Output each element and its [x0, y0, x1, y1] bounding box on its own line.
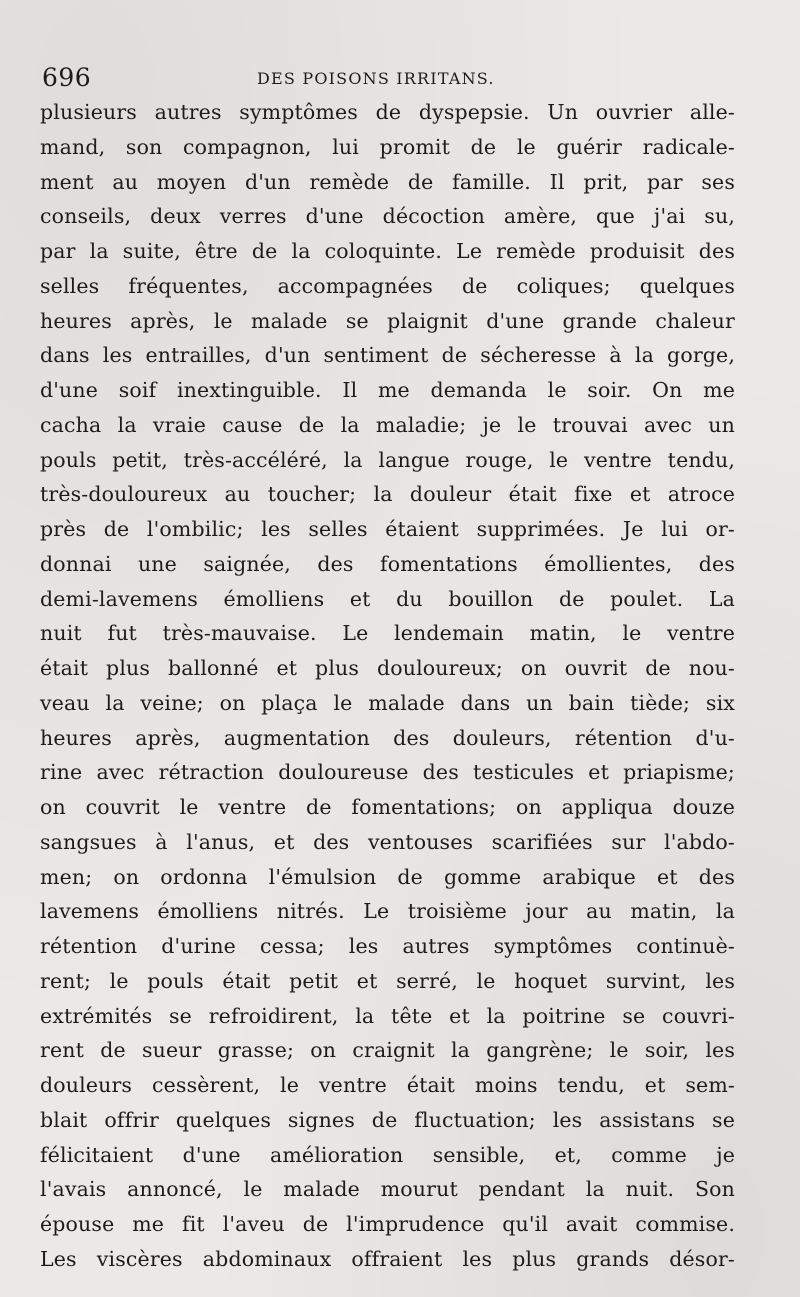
- text-line: lavemens émolliens nitrés. Le troisième jour au matin, la: [40, 899, 735, 924]
- text-line: rent de sueur grasse; on craignit la gangrène; le soir, les: [40, 1038, 735, 1063]
- text-line: blait offrir quelques signes de fluctuation; les assistans se: [40, 1107, 735, 1132]
- text-line: félicitaient d'une amélioration sensible, et, comme je: [40, 1142, 735, 1167]
- running-head: DES POISONS IRRITANS.: [257, 69, 495, 88]
- text-line: rent; le pouls était petit et serré, le hoquet survint, les: [40, 968, 735, 993]
- text-line: donnai une saignée, des fomentations émollientes, des: [40, 551, 735, 576]
- text-line: conseils, deux verres d'une décoction amère, que j'ai su,: [40, 204, 735, 229]
- text-line: heures après, augmentation des douleurs, rétention d'u-: [40, 725, 735, 750]
- text-line: cacha la vraie cause de la maladie; je le trouvai avec un: [40, 412, 735, 437]
- text-line: sangsues à l'anus, et des ventouses scarifiées sur l'abdo-: [40, 829, 735, 854]
- body-text: [40, 95, 735, 1277]
- text-line: men; on ordonna l'émulsion de gomme arabique et des: [40, 864, 735, 889]
- text-line: dans les entrailles, d'un sentiment de sécheresse à la gorge,: [40, 343, 735, 368]
- text-line: on couvrit le ventre de fomentations; on appliqua douze: [40, 795, 735, 819]
- text-line: d'une soif inextinguible. Il me demanda le soir. On me: [40, 378, 735, 402]
- text-line: par la suite, être de la coloquinte. Le remède produisit des: [40, 239, 735, 263]
- text-line: l'avais annoncé, le malade mourut pendant la nuit. Son: [40, 1177, 735, 1202]
- text-line: près de l'ombilic; les selles étaient supprimées. Je lui or-: [40, 517, 735, 541]
- text-line: très-douloureux au toucher; la douleur était fixe et atroce: [40, 482, 735, 507]
- text-line: heures après, le malade se plaignit d'une grande chaleur: [40, 308, 735, 333]
- text-line: mand, son compagnon, lui promit de le guérir radicale-: [40, 134, 735, 159]
- text-line: demi-lavemens émolliens et du bouillon de poulet. La: [40, 586, 735, 611]
- text-line: rétention d'urine cessa; les autres symptômes continuè-: [40, 934, 735, 958]
- page-header: [42, 62, 758, 94]
- text-line: douleurs cessèrent, le ventre était moins tendu, et sem-: [40, 1073, 735, 1097]
- text-line: Les viscères abdominaux offraient les plus grands désor-: [40, 1246, 735, 1271]
- text-line: nuit fut très-mauvaise. Le lendemain matin, le ventre: [40, 621, 735, 646]
- page-number: 696: [42, 63, 92, 92]
- text-line: extrémités se refroidirent, la tête et la poitrine se couvri-: [40, 1003, 735, 1028]
- text-line: rine avec rétraction douloureuse des testicules et priapisme;: [40, 760, 735, 785]
- text-line: était plus ballonné et plus douloureux; on ouvrit de nou-: [40, 656, 735, 680]
- text-line: ment au moyen d'un remède de famille. Il prit, par ses: [40, 169, 735, 194]
- text-line: épouse me fit l'aveu de l'imprudence qu'il avait commise.: [40, 1212, 735, 1236]
- text-line: pouls petit, très-accéléré, la langue rouge, le ventre tendu,: [40, 447, 735, 472]
- text-line: veau la veine; on plaça le malade dans un bain tiède; six: [40, 690, 735, 715]
- text-line: plusieurs autres symptômes de dyspepsie. Un ouvrier alle-: [40, 100, 735, 124]
- text-line: selles fréquentes, accompagnées de coliques; quelques: [40, 273, 735, 298]
